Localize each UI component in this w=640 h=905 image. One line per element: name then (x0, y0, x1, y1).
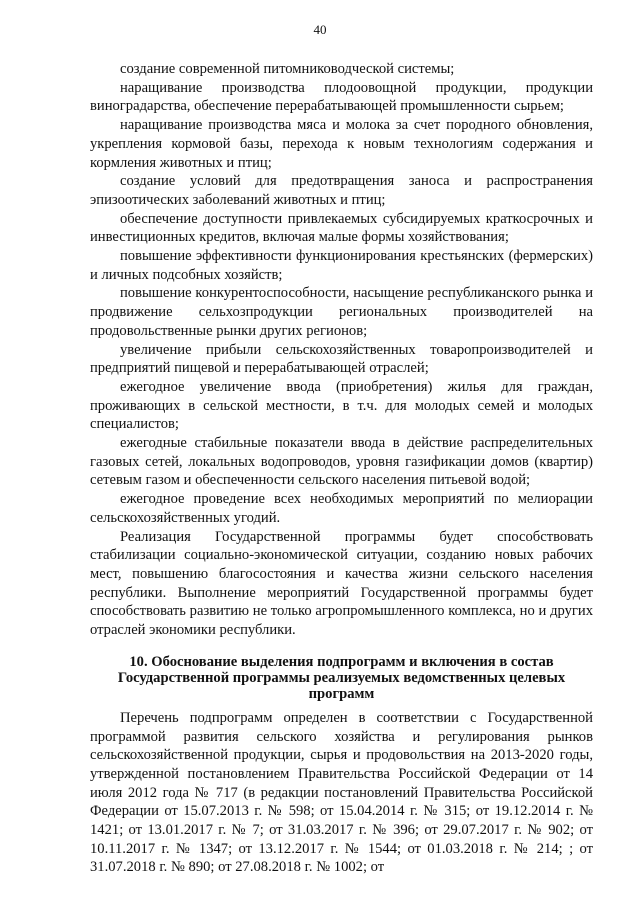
list-item: наращивание производства плодоовощной продукции, продукции виноградарства, обеспечение перерабатывающей промышленности сырьем; (90, 79, 593, 115)
list-item: увеличение прибыли сельскохозяйственных товаропроизводителей и предприятий пищевой и перерабатывающей отраслей; (90, 341, 593, 377)
list-item: наращивание производства мяса и молока за счет породного обновления, укрепления кормовой базы, перехода к новым технологиям содержания и кормления животных и птиц; (90, 117, 593, 171)
list-item: обеспечение доступности привлекаемых субсидируемых краткосрочных и инвестиционных кредитов, включая малые формы хозяйствования; (90, 210, 593, 246)
page-number: 40 (313, 22, 327, 37)
list-item: ежегодное увеличение ввода (приобретения) жилья для граждан, проживающих в сельской местности, в т.ч. для молодых семей и молодых специалистов; (90, 378, 593, 433)
section-paragraph: Перечень подпрограмм определен в соответствии с Государственной программой развития сельского хозяйства и регулирования рынков сельскохозяйственной продукции, сырья и продовольствия на 2013-2020 годы, утвержденной постановлением Правительства Российской Федерации от 14 июля 2012 года № 717 (в редакции постановлений Правительства Российской Федерации от 15.07.2013 г. № 598; от 15.04.2014 г. № 315; от 19.12.2014 г. № 1421; от 13.01.2017 г. № 7; от 31.03.2017 г. № 396; от 29.07.2017 г. № 902; от 10.11.2017 г. № 1347; от 13.12.2017 г. № 1544; от 01.03.2018 г. № 214; ; от 31.07.2018 г. № 890; от 27.08.2018 г. № 1002; от (90, 709, 593, 876)
section-heading: 10. Обоснование выделения подпрограмм и включения в состав Государственной программы реализуемых ведомственных целевых программ (117, 653, 566, 702)
summary-paragraph: Реализация Государственной программы будет способствовать стабилизации социально-экономической ситуации, созданию новых рабочих мест, повышению благосостояния и качества жизни сельского населения республики. Выполнение мероприятий Государственной программы будет способствовать развитию не только агропромышленного комплекса, но и других отраслей экономики республики. (90, 528, 593, 639)
list-item: создание условий для предотвращения заноса и распространения эпизоотических заболеваний животных и птиц; (90, 173, 593, 208)
list-item: создание современной питомниководческой системы; (120, 61, 455, 77)
document-body (90, 60, 593, 877)
list-item: повышение конкурентоспособности, насыщение республиканского рынка и продвижение сельхозпродукции региональных производителей на продовольственные рынки других регионов; (90, 285, 593, 339)
list-item: ежегодные стабильные показатели ввода в действие распределительных газовых сетей, локальных водопроводов, уровня газификации домов (квартир) сетевым газом и обеспеченности сельского населения питьевой водой; (90, 435, 593, 489)
list-item: ежегодное проведение всех необходимых мероприятий по мелиорации сельскохозяйственных угодий. (90, 491, 593, 526)
list-item: повышение эффективности функционирования крестьянских (фермерских) и личных подсобных хозяйств; (90, 248, 593, 283)
